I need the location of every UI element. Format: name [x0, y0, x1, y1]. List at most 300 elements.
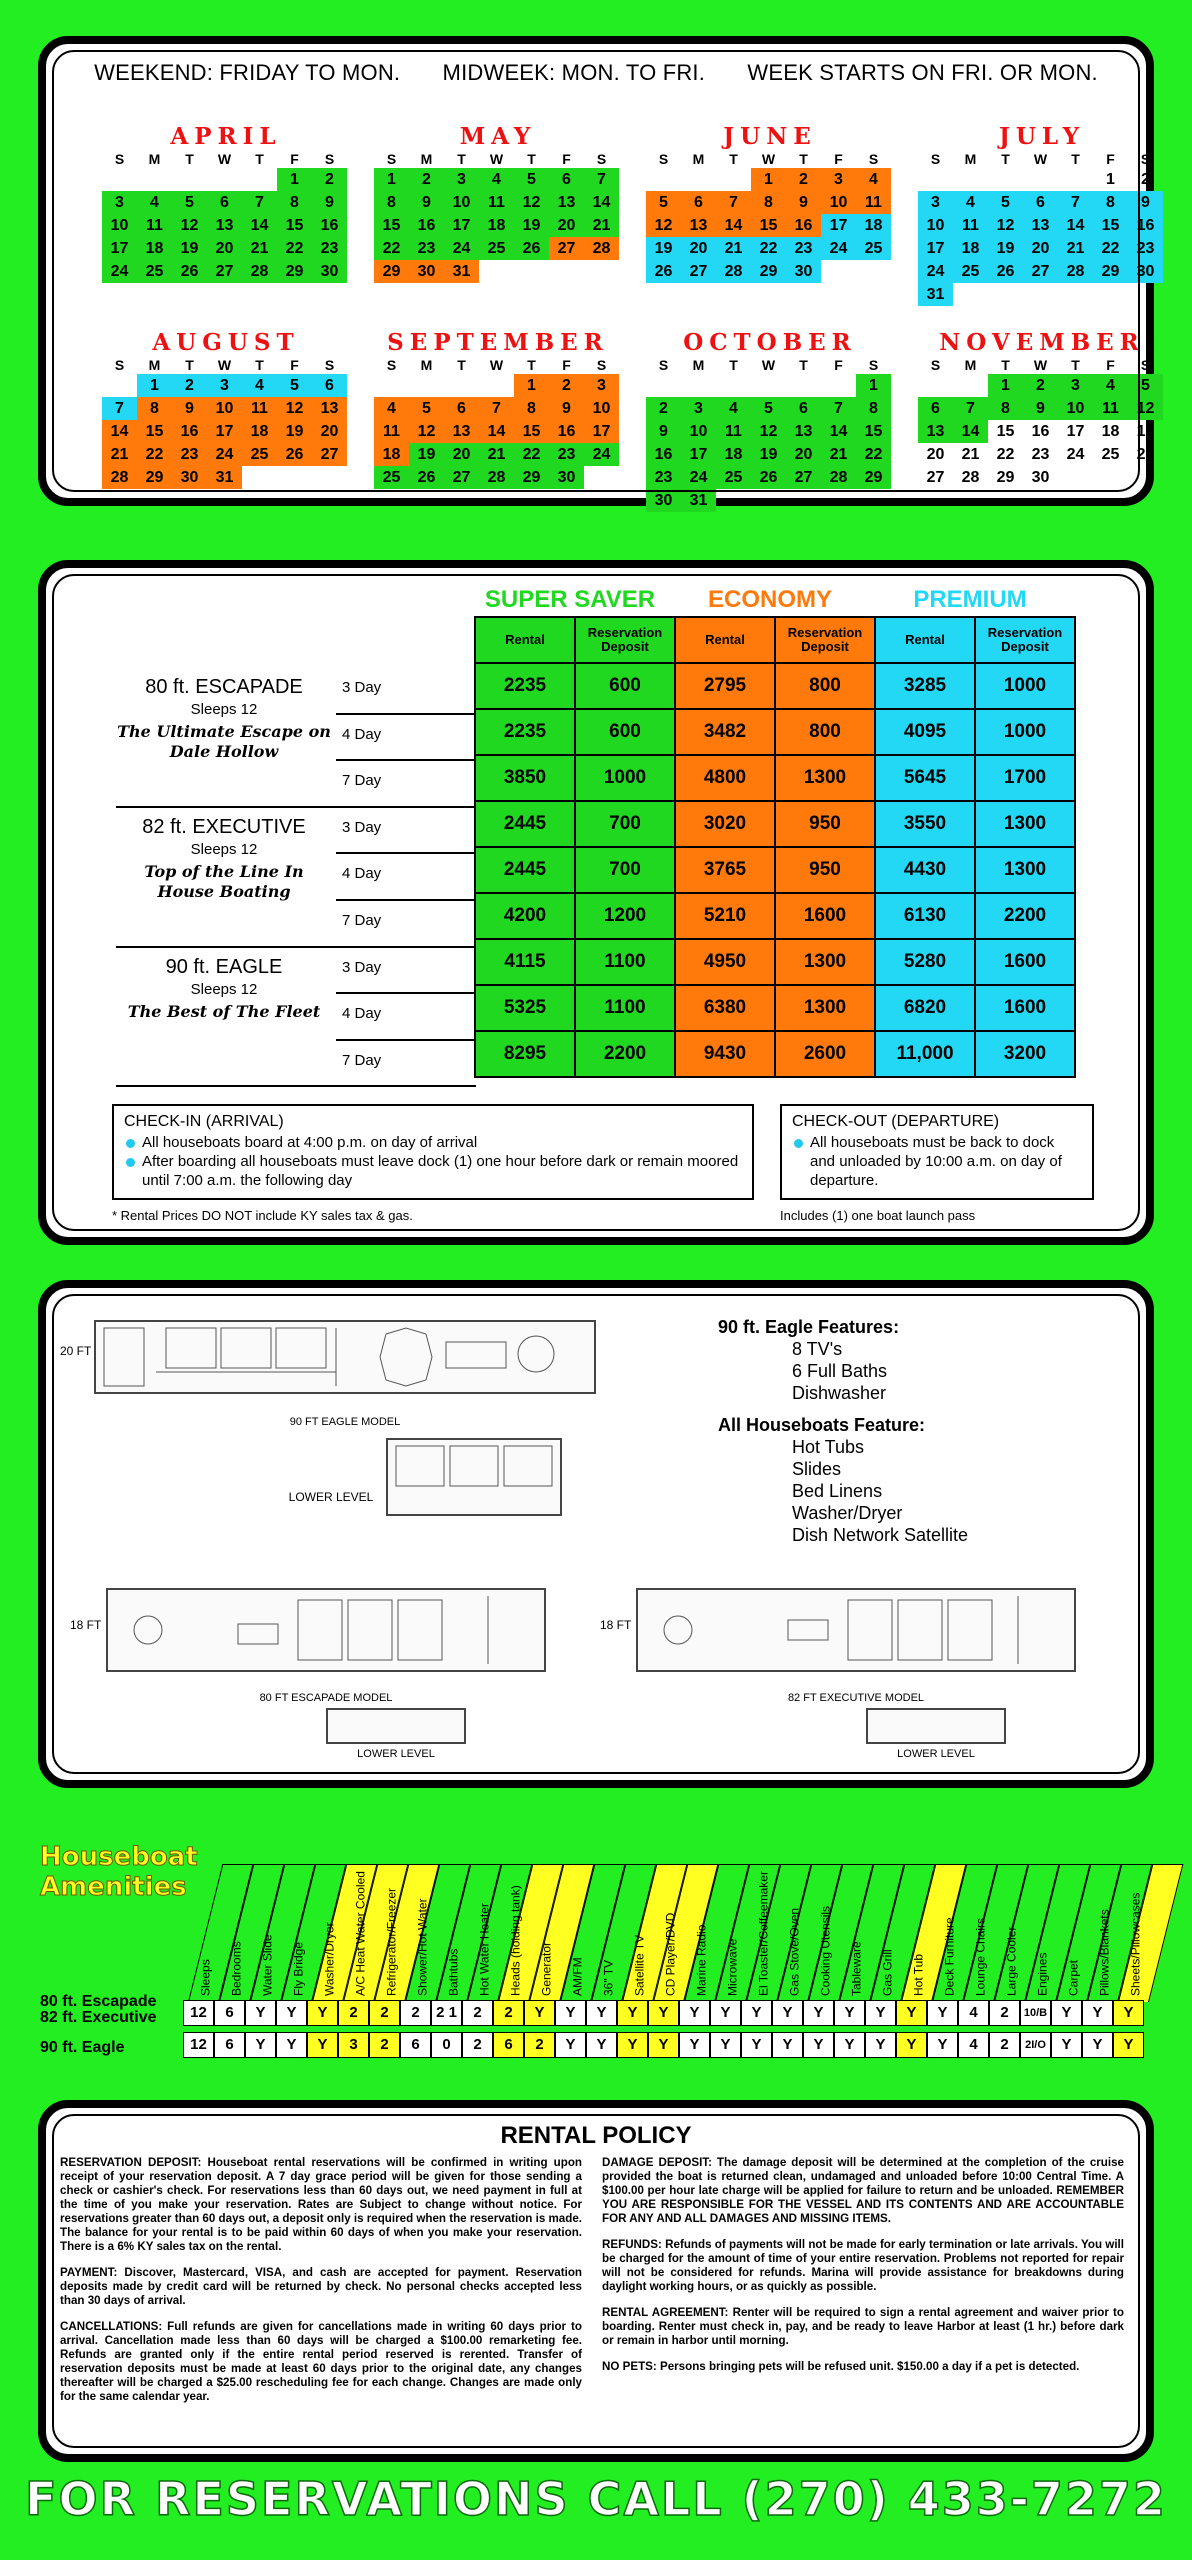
weekday-label: W: [489, 151, 504, 167]
weekday-label: S: [596, 151, 607, 167]
price-cell: 5325: [475, 985, 575, 1031]
weekday-label: M: [420, 151, 433, 167]
price-cell: 6130: [875, 893, 975, 939]
calendar-day: 21: [102, 443, 137, 466]
calendar-day: 13: [549, 191, 584, 214]
price-cell: 6380: [675, 985, 775, 1031]
price-cell: 4115: [475, 939, 575, 985]
amenity-cell: Y: [648, 2000, 679, 2026]
calendar-day: 2: [1023, 374, 1058, 397]
amenities-title-line: Houseboat: [40, 1842, 198, 1872]
calendar-day: 1: [277, 168, 312, 191]
calendar-day: 25: [716, 466, 751, 489]
boat-divider: [116, 806, 476, 808]
weekday-label: F: [562, 357, 571, 373]
amenity-cell: Y: [1082, 2000, 1113, 2026]
boat-name: 82 ft. EXECUTIVE: [142, 815, 306, 838]
amenity-cell: 2: [369, 2032, 400, 2058]
calendar-day: [1023, 283, 1058, 306]
feature-item: Washer/Dryer: [792, 1503, 903, 1523]
calendar-day: [102, 168, 137, 191]
calendar-day: [918, 374, 953, 397]
rental-length: 4 Day: [342, 1005, 382, 1023]
rental-header: Rental: [875, 617, 975, 663]
amenity-cell: 2: [989, 2000, 1020, 2026]
calendar-day: 18: [374, 443, 409, 466]
calendar-week: [102, 397, 350, 420]
weekday-label: S: [868, 151, 879, 167]
weekday-label: W: [1033, 151, 1048, 167]
calendar-day: 4: [374, 397, 409, 420]
calendar-day: 17: [584, 420, 619, 443]
weekday-header: [102, 356, 350, 374]
price-cell: 3020: [675, 801, 775, 847]
calendar-day: 1: [137, 374, 172, 397]
weekday-label: S: [930, 151, 941, 167]
calendar-day: 19: [409, 443, 444, 466]
calendar-day: 14: [242, 214, 277, 237]
calendar-day: 6: [918, 397, 953, 420]
amenity-cell: Y: [865, 2000, 896, 2026]
amenities-row-escapade-executive: [183, 2000, 1144, 2026]
calendar-day: 17: [821, 214, 856, 237]
amenity-cell: Y: [276, 2032, 307, 2058]
calendar-week: [918, 214, 1166, 237]
calendar-day: [374, 374, 409, 397]
calendar-day: 29: [514, 466, 549, 489]
month-june: [646, 124, 894, 283]
amenity-cell: Y: [276, 2000, 307, 2026]
amenity-cell: 12: [183, 2000, 214, 2026]
weekday-label: S: [1140, 357, 1151, 373]
price-cell: 1000: [975, 709, 1075, 755]
calendar-day: 29: [374, 260, 409, 283]
amenity-cell: Y: [896, 2000, 927, 2026]
calendar-day: [514, 260, 549, 283]
amenity-cell: Y: [307, 2032, 338, 2058]
price-cell: 3285: [875, 663, 975, 709]
calendar-day: 8: [856, 397, 891, 420]
month-name: SEPTEMBER: [387, 329, 609, 356]
calendar-day: 22: [514, 443, 549, 466]
calendar-day: 22: [137, 443, 172, 466]
calendar-day: 11: [1093, 397, 1128, 420]
calendar-day: 5: [751, 397, 786, 420]
calendar-day: [716, 374, 751, 397]
boat-name: 80 ft. ESCAPADE: [145, 676, 303, 698]
calendar-day: 9: [549, 397, 584, 420]
calendar-day: 27: [786, 466, 821, 489]
price-cell: 1300: [975, 847, 1075, 893]
weekday-label: T: [799, 151, 808, 167]
calendar-day: 10: [821, 191, 856, 214]
price-row: [475, 801, 1075, 847]
month-april: [102, 124, 350, 283]
weekday-label: T: [457, 357, 466, 373]
calendar-day: 16: [312, 214, 347, 237]
calendar-day: 4: [716, 397, 751, 420]
weekday-label: W: [489, 357, 504, 373]
amenity-cell: 2I/O: [1020, 2032, 1051, 2058]
calendar-day: 12: [409, 420, 444, 443]
calendar-day: 15: [996, 423, 1015, 440]
calendar-day: 14: [821, 420, 856, 443]
calendar-day: 10: [207, 397, 242, 420]
row-divider: [336, 1039, 476, 1041]
calendar-day: 30: [646, 489, 681, 512]
weekday-label: S: [114, 151, 125, 167]
amenity-cell: Y: [555, 2000, 586, 2026]
amenity-cell: Y: [834, 2032, 865, 2058]
calendar-day: 31: [444, 260, 479, 283]
weekday-label: W: [1033, 357, 1048, 373]
calendar-day: 19: [751, 443, 786, 466]
calendar-day: 21: [479, 443, 514, 466]
calendar-day: [856, 260, 891, 283]
price-cell: 3200: [975, 1031, 1075, 1077]
amenity-cell: 3: [338, 2032, 369, 2058]
calendar-day: 27: [681, 260, 716, 283]
price-cell: 1600: [975, 985, 1075, 1031]
calendar-day: 24: [681, 466, 716, 489]
calendar-week: [646, 443, 894, 466]
calendar-day: 14: [102, 420, 137, 443]
tax-note: * Rental Prices DO NOT include KY sales tax & gas.: [112, 1208, 413, 1223]
escapade-floorplan: [106, 1588, 546, 1672]
calendar-day: [751, 489, 786, 512]
amenity-cell: 2: [338, 2000, 369, 2026]
calendar-day: 6: [207, 191, 242, 214]
calendar-day: 19: [172, 237, 207, 260]
calendar-day: 1: [374, 168, 409, 191]
amenity-cell: Y: [245, 2000, 276, 2026]
calendar-day: [1058, 168, 1093, 191]
calendar-day: 30: [312, 260, 347, 283]
deposit-header: Reservation Deposit: [575, 617, 675, 663]
policy-paragraph: RESERVATION DEPOSIT: Houseboat rental reservations will be confirmed in writing upon receipt of your reservation deposit. A 7 day grace period will be given for those sending a check or cashier's check. For reservations less than 60 days out, we need payment in full at the time of you make your reservation. Rates are Subject to change without notice. For reservations greater than 60 days out, a deposit only is required when the reservation is made. The balance for your rental is to be paid within 60 days of when you make your reservation. There is a 6% KY sales tax on the rental.: [60, 2156, 582, 2253]
calendar-day: 7: [102, 397, 137, 420]
price-cell: 1300: [775, 985, 875, 1031]
price-cell: 2235: [475, 709, 575, 755]
features-list: [718, 1316, 968, 1546]
calendar-week: [374, 191, 622, 214]
eagle-lower-plan: [386, 1438, 562, 1516]
amenity-cell: Y: [927, 2000, 958, 2026]
weekday-header: [102, 150, 350, 168]
calendar-week: [374, 374, 622, 397]
boat-tagline: The Best of The Fleet: [127, 1001, 321, 1021]
calendar-day: [786, 489, 821, 512]
amenity-cell: 2 1: [431, 2000, 462, 2026]
price-cell: 5645: [875, 755, 975, 801]
amenity-cell: Y: [1051, 2000, 1082, 2026]
calendar-day: 23: [646, 466, 681, 489]
calendar-day: 15: [1093, 214, 1128, 237]
calendar-day: [1128, 283, 1163, 306]
price-cell: 1100: [575, 985, 675, 1031]
calendar-day: 5: [646, 191, 681, 214]
tier-super-saver: SUPER SAVER: [484, 586, 656, 613]
calendar-day: 17: [918, 237, 953, 260]
feature-item: Dishwasher: [792, 1383, 887, 1403]
row-divider: [336, 852, 476, 854]
amenity-cell: Y: [555, 2032, 586, 2058]
calendar-day: 15: [374, 214, 409, 237]
calendar-day: [1093, 283, 1128, 306]
calendar-week: [918, 237, 1166, 260]
checkout-title: CHECK-OUT (DEPARTURE): [792, 1113, 1000, 1130]
calendar-day: 20: [681, 237, 716, 260]
calendar-week: [918, 466, 1166, 489]
weekday-label: S: [658, 151, 669, 167]
calendar-day: 14: [584, 191, 619, 214]
calendar-day: 27: [312, 443, 347, 466]
price-row: [475, 985, 1075, 1031]
price-cell: 2795: [675, 663, 775, 709]
deposit-header: Reservation Deposit: [775, 617, 875, 663]
price-cell: 8295: [475, 1031, 575, 1077]
calendar-day: 9: [172, 397, 207, 420]
calendar-day: [953, 168, 988, 191]
calendar-day: 25: [137, 260, 172, 283]
calendar-day: 19: [646, 237, 681, 260]
calendar-day: 24: [102, 260, 137, 283]
calendar-day: 18: [479, 214, 514, 237]
tier-premium: PREMIUM: [913, 586, 1027, 613]
price-row: [475, 847, 1075, 893]
calendar-day: [584, 466, 619, 489]
rental-length: 3 Day: [342, 818, 382, 836]
weekday-label: F: [1106, 357, 1115, 373]
calendar-day: 26: [409, 466, 444, 489]
calendar-day: 27: [549, 237, 584, 260]
calendar-week: [646, 191, 894, 214]
calendar-day: 28: [242, 260, 277, 283]
amenity-cell: Y: [648, 2032, 679, 2058]
calendar-day: 24: [918, 260, 953, 283]
price-cell: 700: [575, 801, 675, 847]
calendar-day: [102, 374, 137, 397]
calendar-week: [102, 466, 350, 489]
checkin-title: CHECK-IN (ARRIVAL): [124, 1113, 284, 1130]
policy-paragraph: REFUNDS: Refunds of payments will not be made for early termination or late arrivals. You will be charged for the amount of time of your entire reservation. Problems not reported for repair will not be considered for refunds. Marina will provide assistance for breakdowns during daylight working hours, or as quickly as possible.: [602, 2238, 1124, 2293]
calendar-day: 25: [1101, 446, 1120, 463]
amenity-name: Sleeps: [198, 1959, 213, 1996]
row-divider: [336, 759, 476, 761]
calendar-day: [953, 283, 988, 306]
amenity-name: Gas Stove/Oven: [787, 1907, 802, 1996]
calendar-day: 30: [1031, 469, 1050, 486]
calendar-day: 6: [549, 168, 584, 191]
calendar-day: 20: [312, 420, 347, 443]
price-cell: 2600: [775, 1031, 875, 1077]
calendar-day: 24: [444, 237, 479, 260]
calendar-day: [549, 260, 584, 283]
month-may: [374, 124, 622, 283]
calendar-day: 8: [514, 397, 549, 420]
calendar-day: 14: [479, 420, 514, 443]
calendar-day: [646, 374, 681, 397]
calendar-day: [646, 168, 681, 191]
calendar-day: 17: [207, 420, 242, 443]
executive-lower-plan: [866, 1708, 1006, 1744]
calendar-day: 20: [444, 443, 479, 466]
amenity-name: Washer/Dryer: [322, 1922, 337, 1996]
rental-length: 7 Day: [342, 912, 382, 929]
month-july: [918, 124, 1166, 306]
calendar-day: 10: [584, 397, 619, 420]
calendar-day: 9: [1128, 191, 1163, 214]
calendar-day: 3: [918, 191, 953, 214]
calendar-day: 27: [444, 466, 479, 489]
calendar-day: 5: [514, 168, 549, 191]
calendar-day: 22: [1093, 237, 1128, 260]
amenity-name: Bedrooms: [229, 1941, 244, 1996]
calendar-week: [646, 237, 894, 260]
calendar-day: 22: [277, 237, 312, 260]
calendar-day: 24: [584, 443, 619, 466]
calendar-day: 9: [312, 191, 347, 214]
calendar-week: [646, 260, 894, 283]
calendar-day: 23: [549, 443, 584, 466]
calendar-day: 21: [716, 237, 751, 260]
calendar-day: 6: [786, 397, 821, 420]
price-cell: 11,000: [875, 1031, 975, 1077]
amenity-cell: 6: [400, 2032, 431, 2058]
calendar-day: [681, 168, 716, 191]
row-divider: [336, 713, 476, 715]
calendar-week: [374, 420, 622, 443]
weekday-label: T: [1001, 357, 1010, 373]
amenity-name: Deck Furniture: [942, 1917, 957, 1996]
calendar-day: 23: [1031, 446, 1050, 463]
calendar-day: 12: [1128, 397, 1163, 420]
calendar-day: 23: [1128, 237, 1163, 260]
checkin-item: After boarding all houseboats must leave dock (1) one hour before dark or remain moored until 7:00 a.m. the following day: [124, 1152, 742, 1190]
boat-divider: [116, 946, 476, 948]
amenity-cell: 4: [958, 2032, 989, 2058]
weekday-header: [918, 356, 1166, 374]
calendar-week: [918, 283, 1166, 306]
calendar-day: 27: [926, 469, 945, 486]
calendar-day: 16: [1031, 423, 1050, 440]
calendar-day: [479, 374, 514, 397]
price-row: [475, 755, 1075, 801]
calendar-day: 16: [1128, 214, 1163, 237]
calendar-day: 12: [172, 214, 207, 237]
amenity-name: Sheets/Pillowcases: [1128, 1892, 1143, 1996]
price-row: [475, 893, 1075, 939]
amenity-cell: 6: [214, 2032, 245, 2058]
eagle-label: 90 FT EAGLE MODEL: [289, 1416, 401, 1428]
calendar-day: 2: [646, 397, 681, 420]
amenities-boat-labels: [40, 1994, 157, 2056]
calendar-day: 12: [646, 214, 681, 237]
price-cell: 2235: [475, 663, 575, 709]
calendar-day: [751, 374, 786, 397]
price-cell: 2200: [575, 1031, 675, 1077]
month-august: [102, 330, 350, 489]
calendar-day: 30: [172, 466, 207, 489]
boat-tagline: Top of the Line In House Boating: [144, 861, 304, 901]
price-cell: 3482: [675, 709, 775, 755]
amenity-name: Hot Tub: [911, 1953, 926, 1996]
weekday-label: T: [527, 151, 536, 167]
calendar-day: 27: [207, 260, 242, 283]
feature-item: Dish Network Satellite: [792, 1525, 969, 1545]
amenity-cell: 6: [214, 2000, 245, 2026]
calendar-day: 13: [681, 214, 716, 237]
boat-description: [114, 676, 334, 762]
calendar-day: 24: [1066, 446, 1085, 463]
weekday-label: W: [217, 357, 232, 373]
calendar-day: 4: [1093, 374, 1128, 397]
calendar-week: [646, 168, 894, 191]
amenity-name: A/C Heat Water Cooled: [353, 1871, 368, 1996]
midweek-note: MIDWEEK: MON. TO FRI.: [442, 60, 706, 85]
calendar-day: [444, 374, 479, 397]
eagle-features-title: 90 ft. Eagle Features:: [718, 1317, 900, 1337]
calendar-day: 26: [751, 466, 786, 489]
amenity-name: Heads (holding tank): [508, 1885, 523, 1996]
calendar-day: 3: [681, 397, 716, 420]
policy-paragraph: CANCELLATIONS: Full refunds are given for cancellations made in writing 60 days prior to arrival. Cancellation made less than 60 days will be charged a $100.00 remarketing fee. Refunds are granted only if the entire rental period reserved is rerented. Transfer of reservation deposits must be made at least 60 days prior to the original date, any changes thereafter will be charged a $25.00 rescheduling fee for each change. Changes are made only for the same calendar year.: [60, 2320, 582, 2403]
weekday-label: T: [729, 357, 738, 373]
amenity-cell: Y: [710, 2032, 741, 2058]
weekday-label: T: [255, 357, 264, 373]
month-name: JUNE: [723, 123, 817, 150]
deposit-header: Reservation Deposit: [975, 617, 1075, 663]
amenity-cell: Y: [710, 2000, 741, 2026]
amenity-cell: Y: [307, 2000, 338, 2026]
amenity-cell: Y: [1113, 2000, 1144, 2026]
calendar-day: 31: [207, 466, 242, 489]
calendar-day: [137, 168, 172, 191]
amenity-cell: Y: [586, 2032, 617, 2058]
month-name: APRIL: [170, 123, 282, 150]
amenity-cell: 0: [431, 2032, 462, 2058]
weekday-label: T: [729, 151, 738, 167]
calendar-week: [646, 489, 894, 512]
calendar-day: 21: [961, 446, 980, 463]
calendar-day: [207, 168, 242, 191]
calendar-day: 31: [681, 489, 716, 512]
calendar-day: 28: [1058, 260, 1093, 283]
calendar-day: [716, 168, 751, 191]
weekday-label: F: [834, 357, 843, 373]
tier-economy: ECONOMY: [707, 586, 832, 613]
calendar-day: 30: [549, 466, 584, 489]
price-cell: 6820: [875, 985, 975, 1031]
policy-title: RENTAL POLICY: [500, 2122, 692, 2149]
amenity-name: Gas Grill: [880, 1949, 895, 1996]
calendar-day: 8: [988, 397, 1023, 420]
calendar-week: [374, 237, 622, 260]
calendar-day: 3: [444, 168, 479, 191]
calendar-day: 25: [953, 260, 988, 283]
price-cell: 700: [575, 847, 675, 893]
calendar-day: 11: [953, 214, 988, 237]
amenity-cell: Y: [896, 2032, 927, 2058]
weekday-label: S: [868, 357, 879, 373]
boat-tagline: The Ultimate Escape on Dale Hollow: [117, 722, 331, 761]
calendar-day: [1058, 283, 1093, 306]
calendar-day: 15: [856, 420, 891, 443]
rental-length: 3 Day: [342, 958, 382, 976]
amenity-cell: Y: [617, 2000, 648, 2026]
calendar-day: 2: [172, 374, 207, 397]
amenity-name: Shower/Hot Water: [415, 1898, 430, 1996]
